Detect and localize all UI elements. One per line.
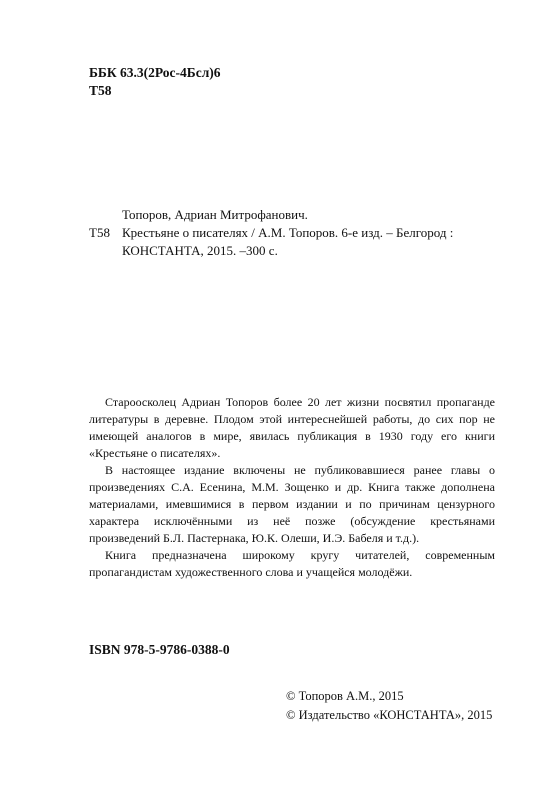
- bib-title-line: Крестьяне о писателях / А.М. Топоров. 6-е изд. – Белгород :: [122, 225, 454, 240]
- annotation-paragraph: В настоящее издание включены не публиковавшиеся ранее главы о произведениях С.А. Есенина, М.М. Зощенко и др. Книга также дополнена материалами, имевшимися в первом издании и по причинам цензурного характера исключёнными из неё позже (обсуждение крестьянами произведений Б.Л. Пастернака, Ю.К. Олеши, И.Э. Бабеля и т.д.).: [89, 463, 495, 545]
- annotation-paragraph: Книга предназначена широкому кругу читателей, современным пропагандистам художественного слова и учащейся молодёжи.: [89, 548, 495, 579]
- bbk-code: ББК 63.3(2Рос-4Бсл)6: [89, 65, 221, 80]
- bib-title-row: [89, 224, 495, 242]
- copyright-publisher: © Издательство «КОНСТАНТА», 2015: [286, 708, 493, 722]
- annotation-paragraph: Староосколец Адриан Топоров более 20 лет жизни посвятил пропаганде литературы в деревне. Плодом этой интереснейшей работы, до сих пор не имеющей аналогов в мире, явилась публикация в 1930 году его книги «Крестьяне о писателях».: [89, 395, 495, 460]
- bib-author: Топоров, Адриан Митрофанович.: [122, 207, 308, 222]
- bib-author-mark: Т58: [89, 225, 110, 240]
- isbn: ISBN 978-5-9786-0388-0: [89, 642, 230, 657]
- bibliographic-record: [89, 206, 495, 260]
- author-mark: Т58: [89, 83, 112, 98]
- annotation: [89, 394, 495, 581]
- copyright-block: [286, 687, 492, 725]
- copyright-author: © Топоров А.М., 2015: [286, 689, 404, 703]
- bbk-block: [89, 64, 221, 100]
- bib-publisher-line: КОНСТАНТА, 2015. –300 с.: [122, 243, 278, 258]
